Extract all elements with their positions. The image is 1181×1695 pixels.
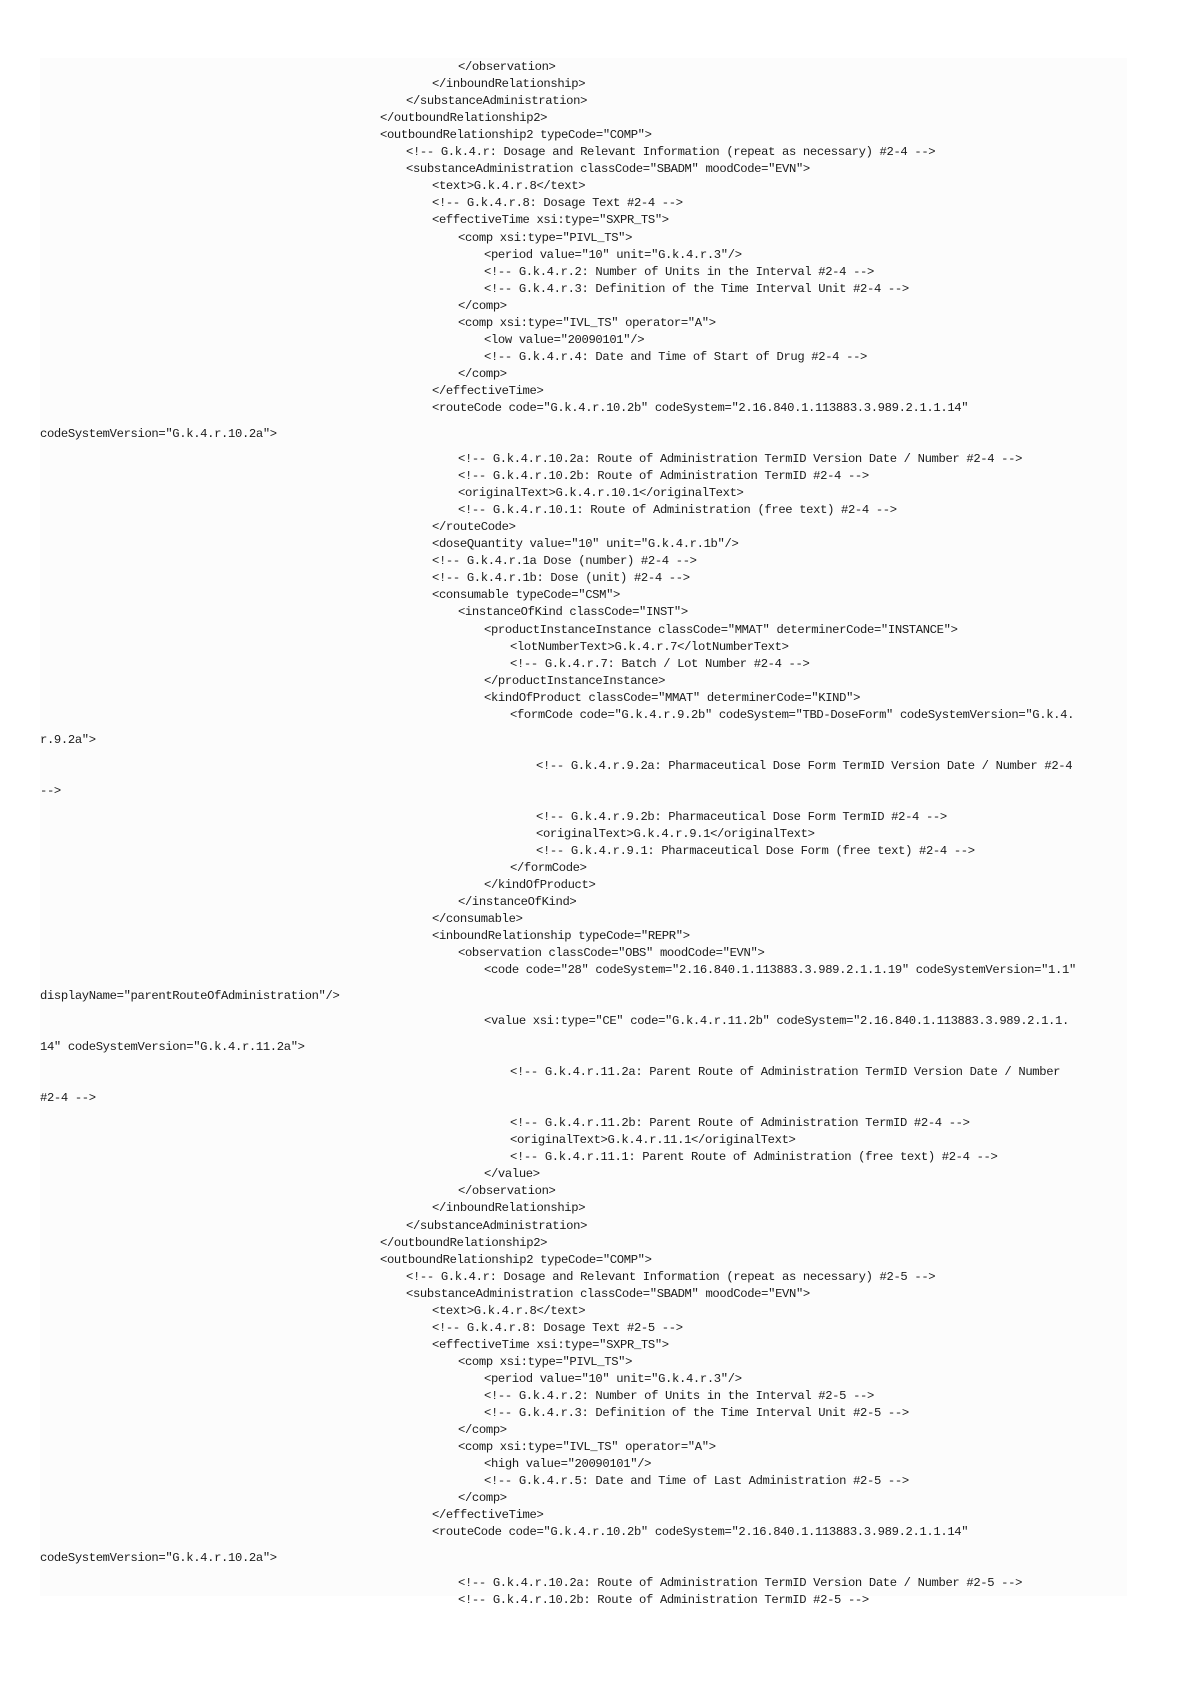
code-line: </inboundRelationship> (432, 77, 586, 92)
code-line: </value> (484, 1167, 540, 1182)
code-line: </inboundRelationship> (432, 1201, 586, 1216)
code-line: <!-- G.k.4.r.5: Date and Time of Last Administration #2-5 --> (484, 1474, 909, 1489)
code-line: </observation> (458, 60, 556, 74)
code-line: </comp> (458, 1423, 507, 1438)
code-line: <comp xsi:type="IVL_TS" operator="A"> (458, 1440, 716, 1455)
code-line: <!-- G.k.4.r.10.2b: Route of Administration TermID #2-4 --> (458, 469, 869, 484)
code-line: <comp xsi:type="PIVL_TS"> (458, 1354, 633, 1369)
code-line: </consumable> (432, 912, 523, 927)
code-line: </productInstanceInstance> (484, 673, 666, 688)
code-line-wrapped: --> (40, 784, 61, 799)
code-line: <!-- G.k.4.r.1a Dose (number) #2-4 --> (432, 554, 697, 569)
code-line: </observation> (458, 1184, 556, 1199)
code-line: <!-- G.k.4.r.3: Definition of the Time Interval Unit #2-4 --> (484, 281, 909, 296)
code-line: <effectiveTime xsi:type="SXPR_TS"> (432, 213, 669, 228)
code-line: <effectiveTime xsi:type="SXPR_TS"> (432, 1337, 669, 1352)
code-line: <!-- G.k.4.r.8: Dosage Text #2-4 --> (432, 196, 683, 211)
code-line: <routeCode code="G.k.4.r.10.2b" codeSystem="2.16.840.1.113883.3.989.2.1.1.14" (432, 401, 969, 415)
code-line: </effectiveTime> (432, 1508, 544, 1523)
code-line-wrapped: #2-4 --> (40, 1090, 96, 1105)
code-line: <instanceOfKind classCode="INST"> (458, 605, 688, 620)
code-line: </formCode> (510, 860, 587, 875)
code-line-wrapped: codeSystemVersion="G.k.4.r.10.2a"> (40, 1550, 277, 1565)
code-line: <comp xsi:type="PIVL_TS"> (458, 230, 633, 245)
code-line: <originalText>G.k.4.r.10.1</originalText> (458, 486, 744, 501)
code-line: <low value="20090101"/> (484, 332, 645, 347)
code-line: <formCode code="G.k.4.r.9.2b" codeSystem="TBD-DoseForm" codeSystemVersion="G.k.4. (510, 707, 1075, 722)
code-line: <kindOfProduct classCode="MMAT" determinerCode="KIND"> (484, 690, 861, 705)
code-line: </substanceAdministration> (406, 1218, 588, 1233)
code-line: <routeCode code="G.k.4.r.10.2b" codeSystem="2.16.840.1.113883.3.989.2.1.1.14" (432, 1525, 969, 1540)
code-line: <!-- G.k.4.r.10.1: Route of Administration (free text) #2-4 --> (458, 503, 897, 518)
code-line: </outboundRelationship2> (380, 1235, 548, 1250)
code-line: </comp> (458, 1491, 507, 1506)
code-line: <!-- G.k.4.r.11.1: Parent Route of Administration (free text) #2-4 --> (510, 1150, 998, 1165)
code-line: <!-- G.k.4.r.9.1: Pharmaceutical Dose Form (free text) #2-4 --> (536, 843, 975, 858)
code-line: </effectiveTime> (432, 383, 544, 398)
code-line: <!-- G.k.4.r.3: Definition of the Time Interval Unit #2-5 --> (484, 1406, 909, 1421)
code-line-wrapped: codeSystemVersion="G.k.4.r.10.2a"> (40, 426, 277, 441)
code-line: <!-- G.k.4.r.9.2a: Pharmaceutical Dose Form TermID Version Date / Number #2-4 (536, 758, 1073, 773)
code-line: <high value="20090101"/> (484, 1457, 652, 1472)
code-line: <productInstanceInstance classCode="MMAT" determinerCode="INSTANCE"> (484, 622, 958, 637)
code-line: <originalText>G.k.4.r.9.1</originalText> (536, 826, 815, 841)
code-line: <!-- G.k.4.r.10.2b: Route of Administration TermID #2-5 --> (458, 1593, 869, 1608)
code-line: <!-- G.k.4.r.9.2b: Pharmaceutical Dose Form TermID #2-4 --> (536, 809, 947, 824)
code-line: <!-- G.k.4.r.10.2a: Route of Administration TermID Version Date / Number #2-5 --> (458, 1576, 1023, 1591)
code-line: <outboundRelationship2 typeCode="COMP"> (380, 128, 652, 143)
code-line: <text>G.k.4.r.8</text> (432, 1303, 586, 1318)
code-line: <!-- G.k.4.r: Dosage and Relevant Information (repeat as necessary) #2-4 --> (406, 145, 936, 160)
code-line: </comp> (458, 298, 507, 313)
code-line: <inboundRelationship typeCode="REPR"> (432, 929, 690, 944)
code-line: </kindOfProduct> (484, 877, 596, 892)
code-line: <value xsi:type="CE" code="G.k.4.r.11.2b" codeSystem="2.16.840.1.113883.3.989.2.1.1. (484, 1014, 1069, 1029)
code-line: <!-- G.k.4.r.10.2a: Route of Administration TermID Version Date / Number #2-4 --> (458, 452, 1023, 466)
code-line: <!-- G.k.4.r.11.2b: Parent Route of Administration TermID #2-4 --> (510, 1116, 970, 1131)
code-line: <!-- G.k.4.r.8: Dosage Text #2-5 --> (432, 1320, 683, 1335)
code-line: </outboundRelationship2> (380, 111, 548, 126)
code-line: <text>G.k.4.r.8</text> (432, 179, 586, 194)
code-line: <code code="28" codeSystem="2.16.840.1.113883.3.989.2.1.1.19" codeSystemVersion="1.1" (484, 963, 1076, 978)
code-line: <!-- G.k.4.r.11.2a: Parent Route of Administration TermID Version Date / Number (510, 1065, 1061, 1080)
code-line: <period value="10" unit="G.k.4.r.3"/> (484, 1371, 742, 1386)
code-line: <!-- G.k.4.r.1b: Dose (unit) #2-4 --> (432, 571, 690, 586)
code-line: </substanceAdministration> (406, 94, 588, 109)
code-line: </comp> (458, 366, 507, 381)
code-line: <lotNumberText>G.k.4.r.7</lotNumberText> (510, 639, 789, 654)
code-line-wrapped: r.9.2a"> (40, 733, 96, 748)
code-line: <!-- G.k.4.r.2: Number of Units in the Interval #2-4 --> (484, 264, 874, 279)
code-line: <substanceAdministration classCode="SBADM" moodCode="EVN"> (406, 1286, 810, 1301)
code-line: <consumable typeCode="CSM"> (432, 588, 621, 603)
code-line: <!-- G.k.4.r.4: Date and Time of Start of Drug #2-4 --> (484, 349, 868, 364)
code-line-wrapped: displayName="parentRouteOfAdministration"/> (40, 988, 340, 1003)
code-line: <doseQuantity value="10" unit="G.k.4.r.1b"/> (432, 537, 739, 552)
code-line: <originalText>G.k.4.r.11.1</originalText> (510, 1133, 796, 1148)
code-line: </instanceOfKind> (458, 895, 577, 909)
code-line: <outboundRelationship2 typeCode="COMP"> (380, 1252, 652, 1267)
code-line: <substanceAdministration classCode="SBADM" moodCode="EVN"> (406, 162, 810, 177)
code-line: <!-- G.k.4.r.7: Batch / Lot Number #2-4 --> (510, 656, 810, 671)
code-line: <period value="10" unit="G.k.4.r.3"/> (484, 247, 742, 262)
code-line-wrapped: 14" codeSystemVersion="G.k.4.r.11.2a"> (40, 1039, 305, 1054)
code-line: <!-- G.k.4.r.2: Number of Units in the Interval #2-5 --> (484, 1389, 874, 1403)
code-line: <observation classCode="OBS" moodCode="EVN"> (458, 946, 765, 961)
code-line: <comp xsi:type="IVL_TS" operator="A"> (458, 315, 716, 330)
code-line: <!-- G.k.4.r: Dosage and Relevant Information (repeat as necessary) #2-5 --> (406, 1269, 936, 1284)
code-line: </routeCode> (432, 520, 516, 535)
